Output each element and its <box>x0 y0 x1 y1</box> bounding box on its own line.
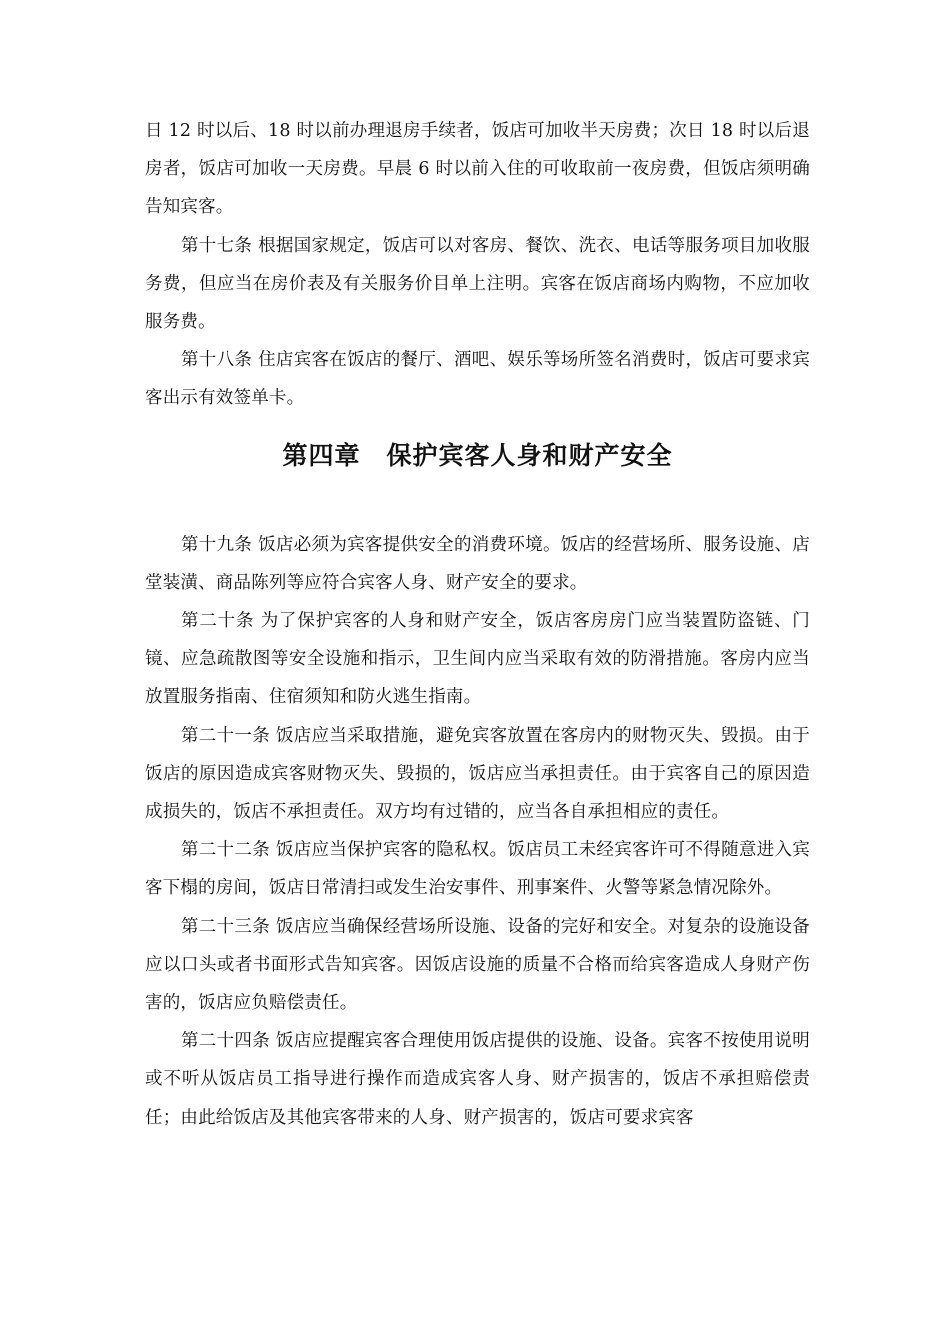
article-21: 第二十一条 饭店应当采取措施，避免宾客放置在客房内的财物灭失、毁损。由于饭店的原因造成宾客财物灭失、毁损的，饭店应当承担责任。由于宾客自己的原因造成损失的，饭店不承担责任。双方均有过错的，应当各自承担相应的责任。 <box>145 725 810 823</box>
article-18: 第十八条 住店宾客在饭店的餐厅、酒吧、娱乐等场所签名消费时，饭店可要求宾客出示有效签单卡。 <box>145 350 810 409</box>
article-17: 第十七条 根据国家规定，饭店可以对客房、餐饮、洗衣、电话等服务项目加收服务费，但应当在房价表及有关服务价目单上注明。宾客在饭店商场内购物，不应加收服务费。 <box>145 235 810 333</box>
paragraph-continuation: 日 12 时以后、18 时以前办理退房手续者，饭店可加收半天房费；次日 18 时以后退房者，饭店可加收一天房费。早晨 6 时以前入住的可收取前一夜房费，但饭店须明确告知宾客。 <box>145 121 810 218</box>
article-19: 第十九条 饭店必须为宾客提供安全的消费环境。饭店的经营场所、服务设施、店堂装潢、商品陈列等应符合宾客人身、财产安全的要求。 <box>145 534 810 593</box>
article-22: 第二十二条 饭店应当保护宾客的隐私权。饭店员工未经宾客许可不得随意进入宾客下榻的房间，饭店日常清扫或发生治安事件、刑事案件、火警等紧急情况除外。 <box>145 840 810 899</box>
chapter-title: 保护宾客人身和财产安全 <box>386 440 673 470</box>
article-23: 第二十三条 饭店应当确保经营场所设施、设备的完好和安全。对复杂的设施设备应以口头或者书面形式告知宾客。因饭店设施的质量不合格而给宾客造成人身财产伤害的，饭店应负赔偿责任。 <box>145 916 810 1014</box>
chapter-number: 第四章 <box>282 440 361 470</box>
article-24: 第二十四条 饭店应提醒宾客合理使用饭店提供的设施、设备。宾客不按使用说明或不听从饭店员工指导进行操作而造成宾客人身、财产损害的，饭店不承担赔偿责任；由此给饭店及其他宾客带来的人身、财产损害的，饭店可要求宾客 <box>145 1031 810 1128</box>
document-body <box>145 112 810 1137</box>
chapter-heading <box>145 418 810 526</box>
article-20: 第二十条 为了保护宾客的人身和财产安全，饭店客房房门应当装置防盗链、门镜、应急疏散图等安全设施和指示，卫生间内应当采取有效的防滑措施。客房内应当放置服务指南、住宿须知和防火逃生指南。 <box>145 611 810 708</box>
